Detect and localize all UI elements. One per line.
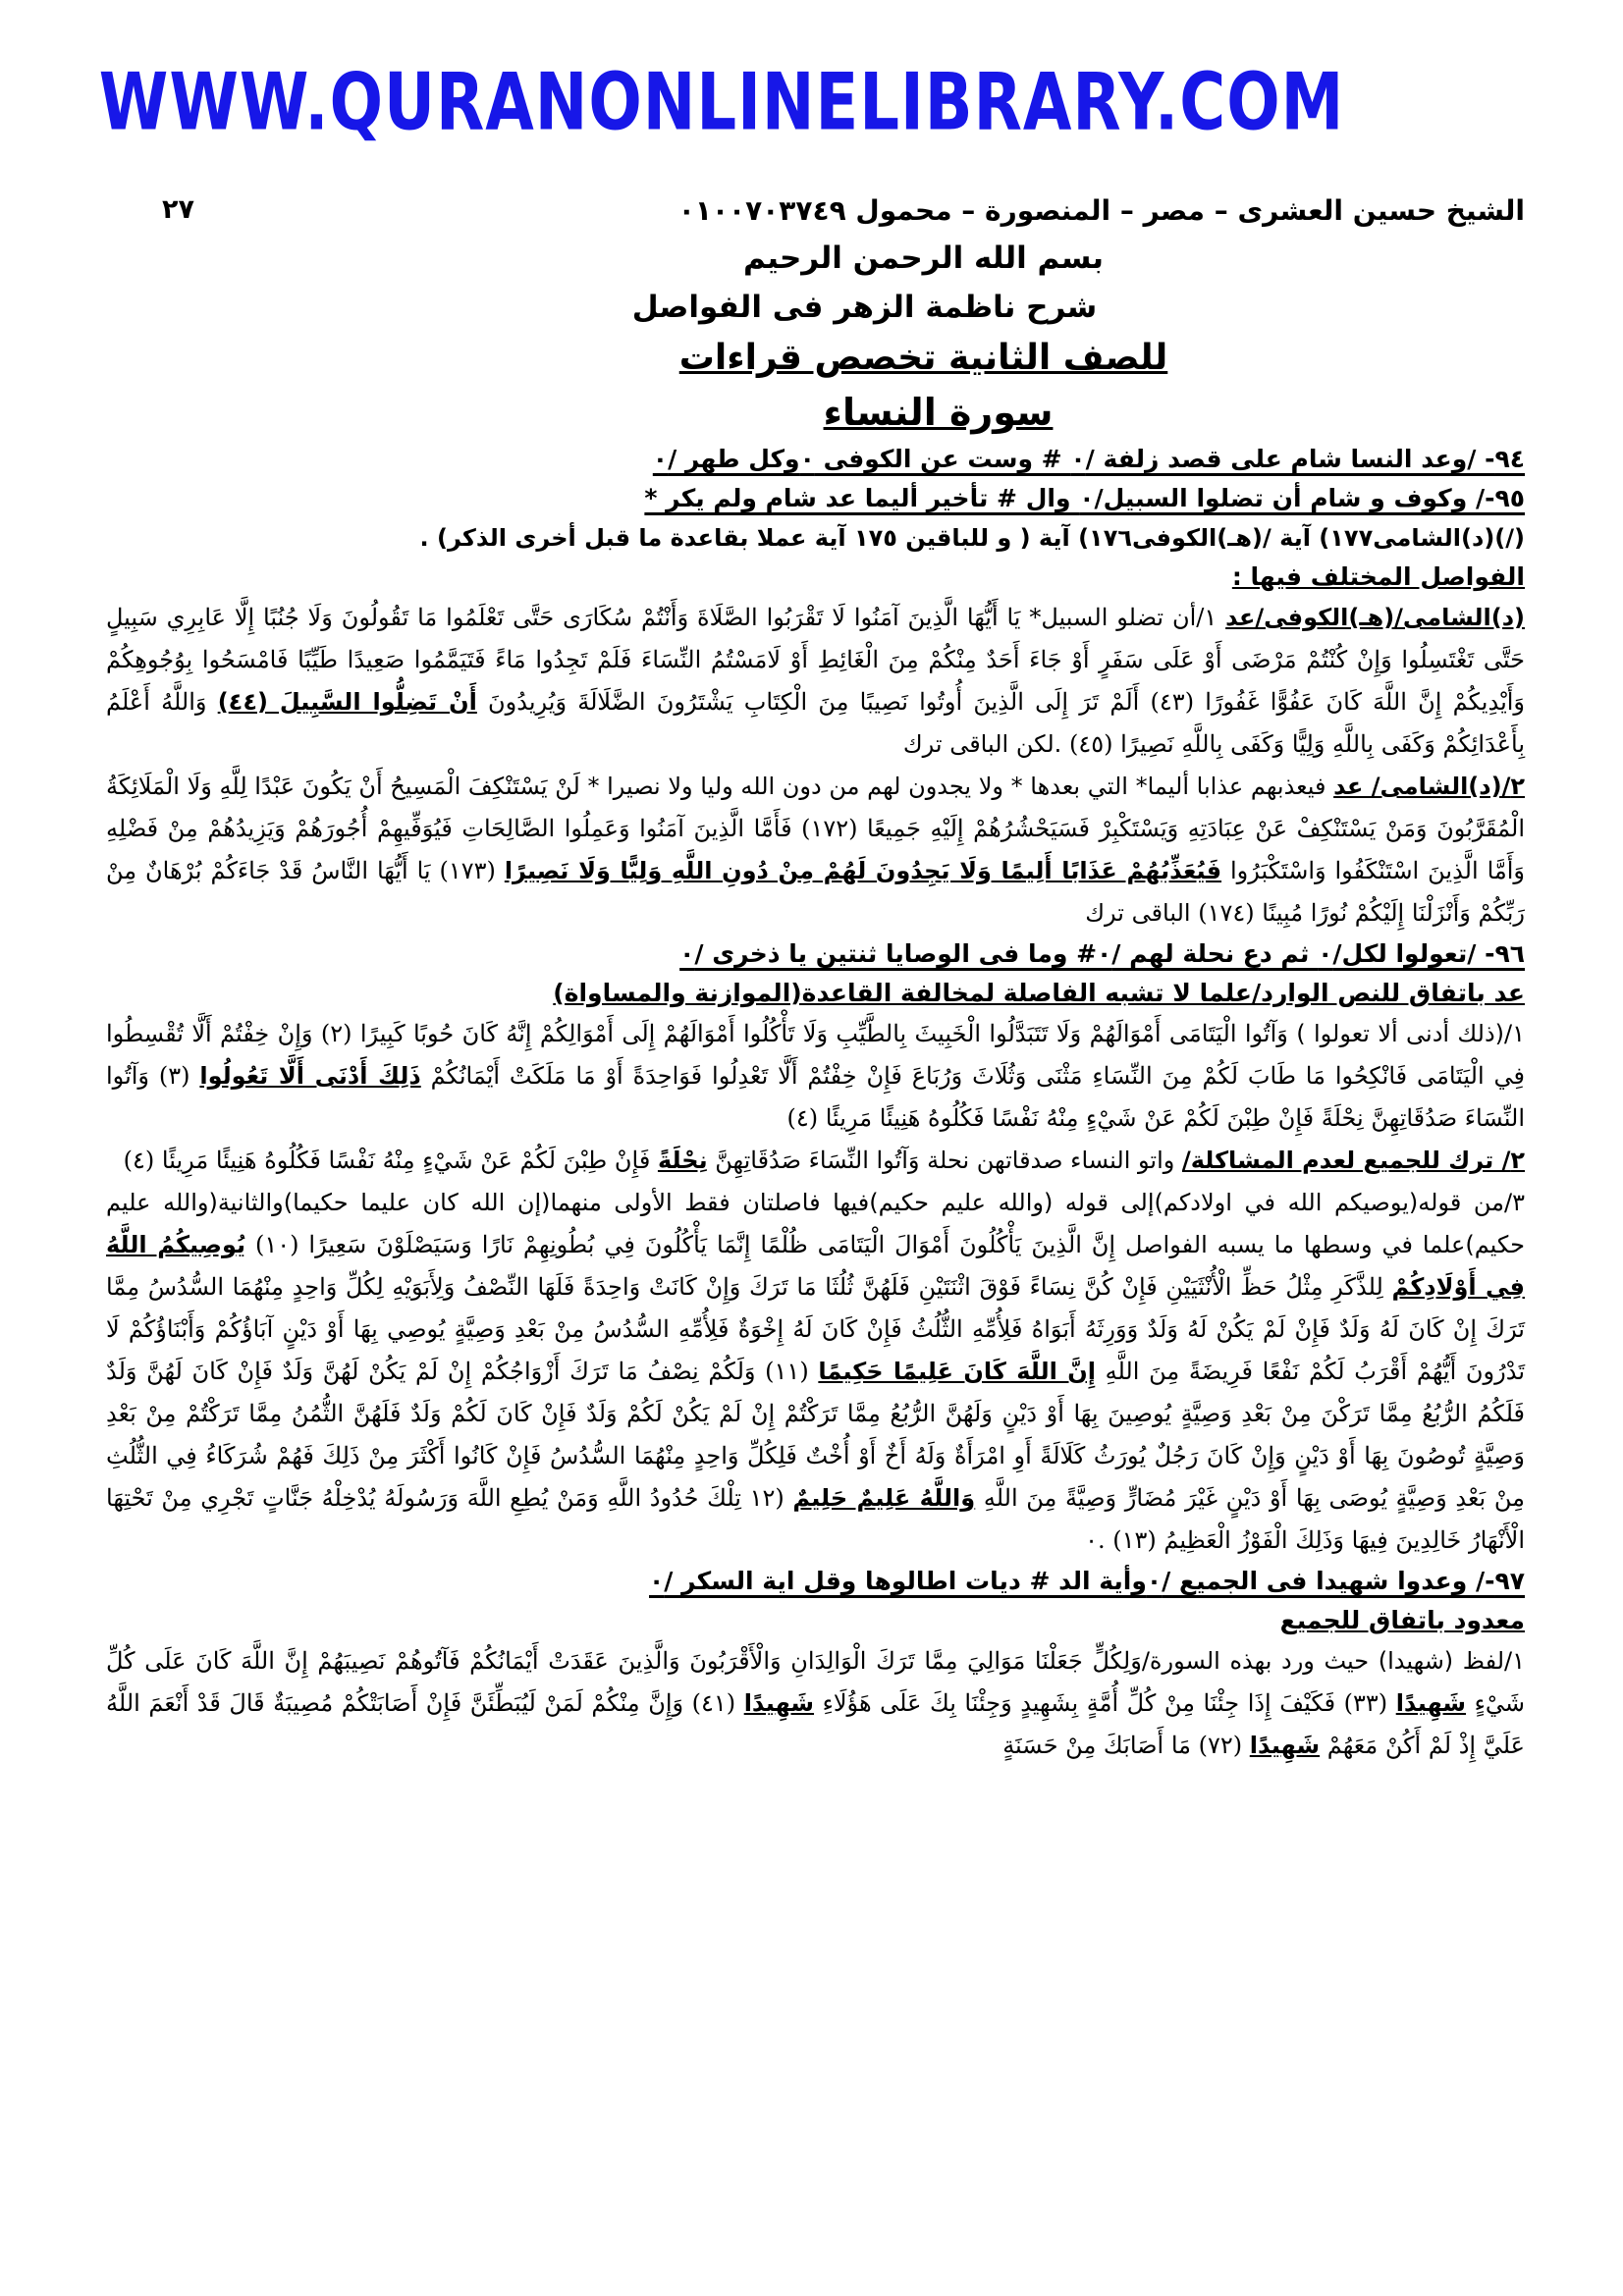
poem-verse-96: ٩٦- /تعولوا لكل/٠ ثم دع نحلة لهم /٠# وما فى الوصايا ثنتين يا ذخرى /٠ <box>679 939 1525 968</box>
paragraph-6-text-c: (٤١) وَإِنَّ مِنْكُمْ لَمَنْ لَيُبَطِّئَنَّ فَإِنْ أَصَابَتْكُمْ مُصِيبَةٌ قَالَ قَدْ أَنْعَمَ اللَّهُ عَلَيَّ إِذْ لَمْ أَكُنْ مَعَهُمْ <box>106 1689 1525 1759</box>
paragraph-2-highlight: فَيُعَذِّبُهُمْ عَذَابًا أَلِيمًا وَلَا يَجِدُونَ لَهُمْ مِنْ دُونِ اللَّهِ وَلِيًّا وَلَا نَصِيرًا <box>504 857 1222 884</box>
paragraph-5-text-d: (١٢ تِلْكَ حُدُودُ اللَّهِ وَمَنْ يُطِعِ اللَّهَ وَرَسُولَهُ يُدْخِلْهُ جَنَّاتٍ تَجْرِي مِنْ تَحْتِهَا الْأَنْهَارُ خَالِدِينَ فِيهَا وَذَلِكَ الْفَوْزُ الْعَظِيمُ (١٣) .٠ <box>106 1484 1525 1554</box>
paragraph-4-lead: ٢/ ترك للجميع لعدم المشاكلة/ <box>1181 1147 1525 1174</box>
verse-count-line: (/)(د)الشامى١٧٧) آية /(هـ)الكوفى١٧٦) آية ( و للباقين ١٧٥ آية عملا بقاعدة ما قبل أخرى الذكر) . <box>419 524 1525 552</box>
paragraph-1-note: .لكن الباقى ترك <box>902 730 1062 758</box>
author-header: الشيخ حسين العشرى – مصر – المنصورة – محمول ٠١٠٠٧٠٣٧٤٩ <box>677 194 1525 227</box>
document-title: شرح ناظمة الزهر فى الفواصل <box>631 290 1098 325</box>
paragraph-6 <box>106 1640 1525 1767</box>
paragraph-3-lead: ١/(ذلك أدنى ألا تعولوا ) <box>1296 1020 1526 1047</box>
document-page <box>106 188 1525 2257</box>
rule-96: عد باتفاق للنص الوارد/علما لا تشبه الفاصلة لمخالفة القاعدة(الموازنة والمساواة) <box>553 979 1525 1007</box>
paragraph-3-text-a: وَآتُوا الْيَتَامَى أَمْوَالَهُمْ وَلَا تَتَبَدَّلُوا الْخَبِيثَ بِالطَّيِّبِ وَلَا تَأْكُلُوا أَمْوَالَهُمْ إِلَى أَمْوَالِكُمْ إِنَّهُ كَانَ حُوبًا كَبِيرًا (٢) وَإِنْ خِفْتُمْ أَلَّا تُقْسِطُوا فِي الْيَتَامَى فَانْكِحُوا مَا طَابَ لَكُمْ مِنَ النِّسَاءِ مَثْنَى وَثُلَاثَ وَرُبَاعَ فَإِنْ خِفْتُمْ أَلَّا تَعْدِلُوا فَوَاحِدَةً أَوْ مَا مَلَكَتْ أَيْمَانُكُمْ <box>106 1020 1525 1090</box>
paragraph-4-text-b: فَإِنْ طِبْنَ لَكُمْ عَنْ شَيْءٍ مِنْهُ نَفْسًا فَكُلُوهُ هَنِيئًا مَرِيئًا (٤) <box>123 1147 658 1174</box>
page-number: ٢٧ <box>162 194 194 225</box>
rule-97: معدود باتفاق للجميع <box>1279 1606 1525 1634</box>
poem-verse-94: ٩٤- /وعد النسا شام على قصد زلفة /٠ # وست عن الكوفى ٠وكل طهر /٠ <box>652 445 1525 473</box>
paragraph-4-intro: واتو النساء صدقاتهن نحلة <box>919 1147 1182 1174</box>
paragraph-5-highlight-3: وَاللَّهُ عَلِيمٌ حَلِيمٌ <box>792 1484 976 1512</box>
paragraph-5-text-c: (١١) وَلَكُمْ نِصْفُ مَا تَرَكَ أَزْوَاجُكُمْ إِنْ لَمْ يَكُنْ لَهُنَّ وَلَدٌ فَإِنْ كَانَ لَهُنَّ وَلَدٌ فَلَكُمُ الرُّبُعُ مِمَّا تَرَكْنَ مِنْ بَعْدِ وَصِيَّةٍ يُوصِينَ بِهَا أَوْ دَيْنٍ وَلَهُنَّ الرُّبُعُ مِمَّا تَرَكْتُمْ إِنْ لَمْ يَكُنْ لَكُمْ وَلَدٌ فَإِنْ كَانَ لَكُمْ وَلَدٌ فَلَهُنَّ الثُّمُنُ مِمَّا تَرَكْتُمْ مِنْ بَعْدِ وَصِيَّةٍ تُوصُونَ بِهَا أَوْ دَيْنٍ وَإِنْ كَانَ رَجُلٌ يُورَثُ كَلَالَةً أَوِ امْرَأَةٌ وَلَهُ أَخٌ أَوْ أُخْتٌ فَلِكُلِّ وَاحِدٍ مِنْهُمَا السُّدُسُ فَإِنْ كَانُوا أَكْثَرَ مِنْ ذَلِكَ فَهُمْ شُرَكَاءُ فِي الثُّلُثِ مِنْ بَعْدِ وَصِيَّةٍ يُوصَى بِهَا أَوْ دَيْنٍ غَيْرَ مُضَارٍّ وَصِيَّةً مِنَ اللَّهِ <box>106 1358 1526 1512</box>
paragraph-5-text-b: لِلذَّكَرِ مِثْلُ حَظِّ الْأُنْثَيَيْنِ فَإِنْ كُنَّ نِسَاءً فَوْقَ اثْنَتَيْنِ فَلَهُنَّ ثُلُثَا مَا تَرَكَ وَإِنْ كَانَتْ وَاحِدَةً فَلَهَا النِّصْفُ وَلِأَبَوَيْهِ لِكُلِّ وَاحِدٍ مِنْهُمَا السُّدُسُ مِمَّا تَرَكَ إِنْ كَانَ لَهُ وَلَدٌ فَإِنْ لَمْ يَكُنْ لَهُ وَلَدٌ وَوَرِثَهُ أَبَوَاهُ فَلِأُمِّهِ الثُّلُثُ فَإِنْ كَانَ لَهُ إِخْوَةٌ فَلِأُمِّهِ السُّدُسُ مِنْ بَعْدِ وَصِيَّةٍ يُوصِي بِهَا أَوْ دَيْنٍ آبَاؤُكُمْ وَأَبْنَاؤُكُمْ لَا تَدْرُونَ أَيُّهُمْ أَقْرَبُ لَكُمْ نَفْعًا فَرِيضَةً مِنَ اللَّهِ <box>106 1273 1526 1385</box>
paragraph-6-lead: ١/لفظ (شهيدا) <box>1378 1647 1526 1675</box>
paragraph-4-text-a: وَآتُوا النِّسَاءَ صَدُقَاتِهِنَّ <box>707 1147 920 1174</box>
paragraph-6-highlight-3: شَهِيدًا <box>1249 1732 1321 1759</box>
paragraph-5-highlight-2: إِنَّ اللَّهَ كَانَ عَلِيمًا حَكِيمًا <box>818 1358 1096 1385</box>
paragraph-6-text-b: (٣٣) فَكَيْفَ إِذَا جِئْنَا مِنْ كُلِّ أُمَّةٍ بِشَهِيدٍ وَجِئْنَا بِكَ عَلَى هَؤُلَاءِ <box>814 1689 1396 1717</box>
paragraph-5 <box>106 1182 1525 1562</box>
paragraph-2-note: الباقى ترك <box>1085 899 1191 927</box>
differing-label: الفواصل المختلف فيها : <box>1231 562 1525 591</box>
paragraph-1-highlight: أَنْ تَضِلُّوا السَّبِيلَ (٤٤) <box>217 688 477 716</box>
paragraph-6-highlight-2: شَهِيدًا <box>743 1689 815 1717</box>
surah-title: سورة النساء <box>823 391 1054 434</box>
paragraph-2-lead: ٢/(د)الشامى/ عد <box>1333 773 1525 800</box>
paragraph-4-highlight: نِحْلَةً <box>657 1147 708 1174</box>
poem-verse-97: ٩٧-/ وعدوا شهيدا فى الجميع /٠وأية الد # ديات اطالوها وقل اية السكر /٠ <box>649 1567 1525 1595</box>
paragraph-6-intro: حيث ورد بهذه السورة/ <box>1141 1647 1379 1675</box>
paragraph-2-text-b: (١٧٣) يَا أَيُّهَا النَّاسُ قَدْ جَاءَكُمْ بُرْهَانٌ مِنْ رَبِّكُمْ وَأَنْزَلْنَا إِلَيْكُمْ نُورًا مُبِينًا (١٧٤) <box>106 857 1525 927</box>
poem-verse-95: ٩٥-/ وكوف و شام أن تضلوا السبيل/٠ وال # تأخير أليما عد شام ولم يكر * <box>644 484 1525 512</box>
class-title: للصف الثانية تخصص قراءات <box>678 338 1168 378</box>
paragraph-1 <box>106 597 1525 766</box>
paragraph-2-intro: فيعذبهم عذابا أليما* التي بعدها * ولا يجدون لهم من دون الله وليا ولا نصيرا * <box>579 773 1334 800</box>
paragraph-1-text-b: وَاللَّهُ أَعْلَمُ بِأَعْدَائِكُمْ وَكَفَى بِاللَّهِ وَلِيًّا وَكَفَى بِاللَّهِ نَصِيرًا (٤٥) <box>106 688 1525 758</box>
paragraph-6-text-d: (٧٢) مَا أَصَابَكَ مِنْ حَسَنَةٍ <box>1002 1732 1250 1759</box>
basmala: بسم الله الرحمن الرحيم <box>742 240 1105 276</box>
paragraph-4 <box>106 1140 1525 1182</box>
paragraph-5-highlight-1: يُوصِيكُمُ اللَّهُ فِي أَوْلَادِكُمْ <box>106 1231 1525 1301</box>
paragraph-5-text-a: إِنَّ الَّذِينَ يَأْكُلُونَ أَمْوَالَ الْيَتَامَى ظُلْمًا إِنَّمَا يَأْكُلُونَ فِي بُطُونِهِمْ نَارًا وَسَيَصْلَوْنَ سَعِيرًا (١٠) <box>245 1231 1116 1258</box>
paragraph-3-text-b: (٣) وَآتُوا النِّسَاءَ صَدُقَاتِهِنَّ نِحْلَةً فَإِنْ طِبْنَ لَكُمْ عَنْ شَيْءٍ مِنْهُ نَفْسًا فَكُلُوهُ هَنِيئًا مَرِيئًا (٤) <box>106 1062 1525 1132</box>
paragraph-5-intro: ٣/من قوله(يوصيكم الله في اولادكم)إلى قوله (والله عليم حكيم)فيها فاصلتان فقط الأولى منهما(إن الله كان عليما حكيما)والثانية(والله عليم حكيم)علما في وسطها ما يسبه الفواصل <box>106 1189 1526 1258</box>
paragraph-2 <box>106 766 1525 934</box>
paragraph-6-highlight-1: شَهِيدًا <box>1395 1689 1467 1717</box>
paragraph-1-lead: (د)الشامى/(هـ)الكوفى/عد <box>1225 604 1525 631</box>
paragraph-3 <box>106 1013 1525 1140</box>
site-banner[interactable]: WWW.QURANONLINELIBRARY.COM <box>98 57 1345 149</box>
paragraph-3-highlight: ذَلِكَ أَدْنَى أَلَّا تَعُولُوا <box>199 1062 421 1090</box>
paragraph-2-text-a: لَنْ يَسْتَنْكِفَ الْمَسِيحُ أَنْ يَكُونَ عَبْدًا لِلَّهِ وَلَا الْمَلَائِكَةُ الْمُقَرَّبُونَ وَمَنْ يَسْتَنْكِفْ عَنْ عِبَادَتِهِ وَيَسْتَكْبِرْ فَسَيَحْشُرُهُمْ إِلَيْهِ جَمِيعًا (١٧٢) فَأَمَّا الَّذِينَ آمَنُوا وَعَمِلُوا الصَّالِحَاتِ فَيُوَفِّيهِمْ أُجُورَهُمْ وَيَزِيدُهُمْ مِنْ فَضْلِهِ وَأَمَّا الَّذِينَ اسْتَنْكَفُوا وَاسْتَكْبَرُوا <box>106 773 1526 884</box>
paragraph-1-text-a: ١/أن تضلو السبيل* يَا أَيُّهَا الَّذِينَ آمَنُوا لَا تَقْرَبُوا الصَّلَاةَ وَأَنْتُمْ سُكَارَى حَتَّى تَعْلَمُوا مَا تَقُولُونَ وَلَا جُنُبًا إِلَّا عَابِرِي سَبِيلٍ حَتَّى تَغْتَسِلُوا وَإِنْ كُنْتُمْ مَرْضَى أَوْ عَلَى سَفَرٍ أَوْ جَاءَ أَحَدٌ مِنْكُمْ مِنَ الْغَائِطِ أَوْ لَامَسْتُمُ النِّسَاءَ فَلَمْ تَجِدُوا مَاءً فَتَيَمَّمُوا صَعِيدًا طَيِّبًا فَامْسَحُوا بِوُجُوهِكُمْ وَأَيْدِيكُمْ إِنَّ اللَّهَ كَانَ عَفُوًّا غَفُورًا (٤٣) أَلَمْ تَرَ إِلَى الَّذِينَ أُوتُوا نَصِيبًا مِنَ الْكِتَابِ يَشْتَرُونَ الضَّلَالَةَ وَيُرِيدُونَ <box>106 604 1526 716</box>
paragraph-6-text-a: وَلِكُلٍّ جَعَلْنَا مَوَالِيَ مِمَّا تَرَكَ الْوَالِدَانِ وَالْأَقْرَبُونَ وَالَّذِينَ عَقَدَتْ أَيْمَانُكُمْ فَآتُوهُمْ نَصِيبَهُمْ إِنَّ اللَّهَ كَانَ عَلَى كُلِّ شَيْءٍ <box>106 1647 1525 1717</box>
